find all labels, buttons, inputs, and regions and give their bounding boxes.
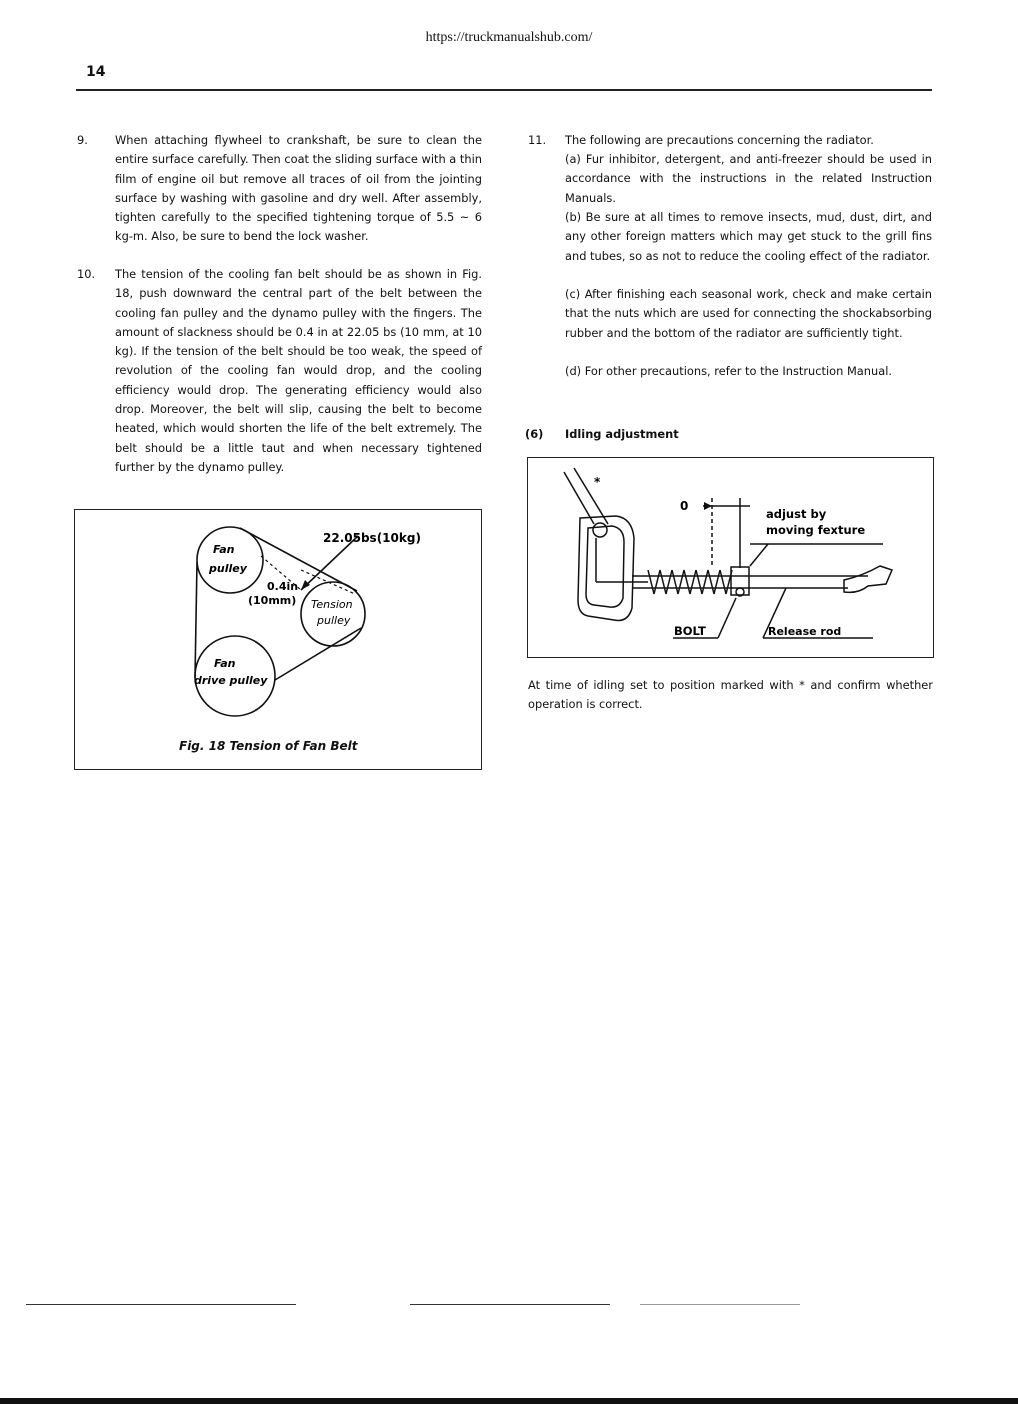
header-rule: [76, 89, 932, 91]
zero-marker: 0: [680, 499, 689, 513]
item-9-number: 9.: [77, 133, 88, 147]
lever-left: [564, 472, 594, 524]
figure-fan-belt: [74, 509, 482, 770]
force-label: 22.05bs(10kg): [323, 531, 421, 545]
deflection-label-2: (10mm): [248, 594, 297, 607]
lever-right: [574, 468, 608, 524]
dimension-arrowhead: [704, 502, 712, 510]
fan-belt-diagram: [75, 510, 481, 769]
bolt-leader: [718, 598, 736, 638]
rod-end-fitting: [844, 566, 892, 592]
fan-pulley-label-1: Fan: [213, 543, 235, 556]
figure-18-caption: Fig. 18 Tension of Fan Belt: [179, 739, 358, 753]
tension-pulley-label-1: Tension: [311, 598, 353, 611]
item-11-paragraph-a: (a) Fur inhibitor, detergent, and anti-freezer should be used in accordance with the instructions in the related Instruction Manuals.: [565, 152, 932, 205]
fan-drive-label-2: drive pulley: [194, 674, 268, 687]
section-6-title: Idling adjustment: [565, 427, 679, 441]
footer-dash-left: [26, 1304, 296, 1305]
adjust-block: [731, 567, 749, 595]
item-9-text: When attaching flywheel to crankshaft, be sure to clean the entire surface carefully. Then coat the sliding surface with a thin film of engine oil but remove all traces of oil from the jointing surface by washing with gasoline and dry well. After assembly, tighten carefully to the specified tightening torque of 5.5 ~ 6 kg-m. Also, be sure to bend the lock washer.: [115, 133, 482, 244]
belt-right-line: [275, 628, 361, 680]
belt-left-line: [195, 562, 197, 678]
section-6-number: (6): [525, 427, 544, 441]
adjust-leader-diagonal: [750, 544, 768, 566]
source-url: https://truckmanualshub.com/: [425, 30, 593, 45]
deflection-label-1: 0.4in: [267, 580, 299, 593]
footer-dash-right: [640, 1304, 800, 1305]
item-10-number: 10.: [77, 267, 96, 281]
item-11-paragraph-d: (d) For other precautions, refer to the Instruction Manual.: [565, 364, 892, 378]
lever-pivot: [593, 523, 607, 537]
adjust-label-2: moving fexture: [766, 523, 866, 537]
idling-diagram: [528, 458, 933, 657]
figure-idling-adjustment: [527, 457, 934, 658]
release-rod-label: Release rod: [768, 625, 842, 638]
adjust-label-1: adjust by: [766, 507, 827, 521]
bolt-label: BOLT: [674, 624, 706, 638]
fan-pulley-circle: [197, 527, 263, 593]
fan-drive-label-1: Fan: [214, 657, 236, 670]
tension-pulley-label-2: pulley: [317, 614, 351, 627]
idling-note: At time of idling set to position marked with * and confirm whether operation is correct.: [528, 678, 933, 712]
bottom-edge: [0, 1398, 1018, 1404]
spring: [648, 570, 732, 594]
fan-pulley-label-2: pulley: [209, 562, 247, 575]
governor-inner: [586, 526, 624, 607]
item-10-text: The tension of the cooling fan belt should be as shown in Fig. 18, push downward the central part of the belt between the cooling fan pulley and the dynamo pulley with the fingers. The amount of slackness should be 0.4 in at 22.05 bs (10 mm, at 10 kg). If the tension of the belt should be too weak, the speed of revolution of the cooling fan would drop, and the cooling efficiency would drop. The generating efficiency would also drop. Moreover, the belt will slip, causing the belt to become heated, which would shorten the life of the belt extremely. The belt should be a little taut and when necessary tightened further by the dynamo pulley.: [115, 267, 482, 474]
item-11-paragraph-b: (b) Be sure at all times to remove insects, mud, dust, dirt, and any other foreign matters which may get stuck to the grill fins and tubes, so as not to reduce the cooling effect of the radiator.: [565, 210, 932, 263]
force-arrowhead: [301, 580, 310, 590]
star-marker: *: [594, 475, 601, 489]
footer-dash-mid: [410, 1304, 610, 1305]
item-11-intro: The following are precautions concerning the radiator.: [565, 133, 874, 147]
page-number: 14: [86, 64, 106, 80]
item-11-number: 11.: [528, 133, 547, 147]
item-11-paragraph-c: (c) After finishing each seasonal work, check and make certain that the nuts which are used for connecting the shockabsorbing rubber and the bottom of the radiator are sufficiently tight.: [565, 287, 932, 340]
